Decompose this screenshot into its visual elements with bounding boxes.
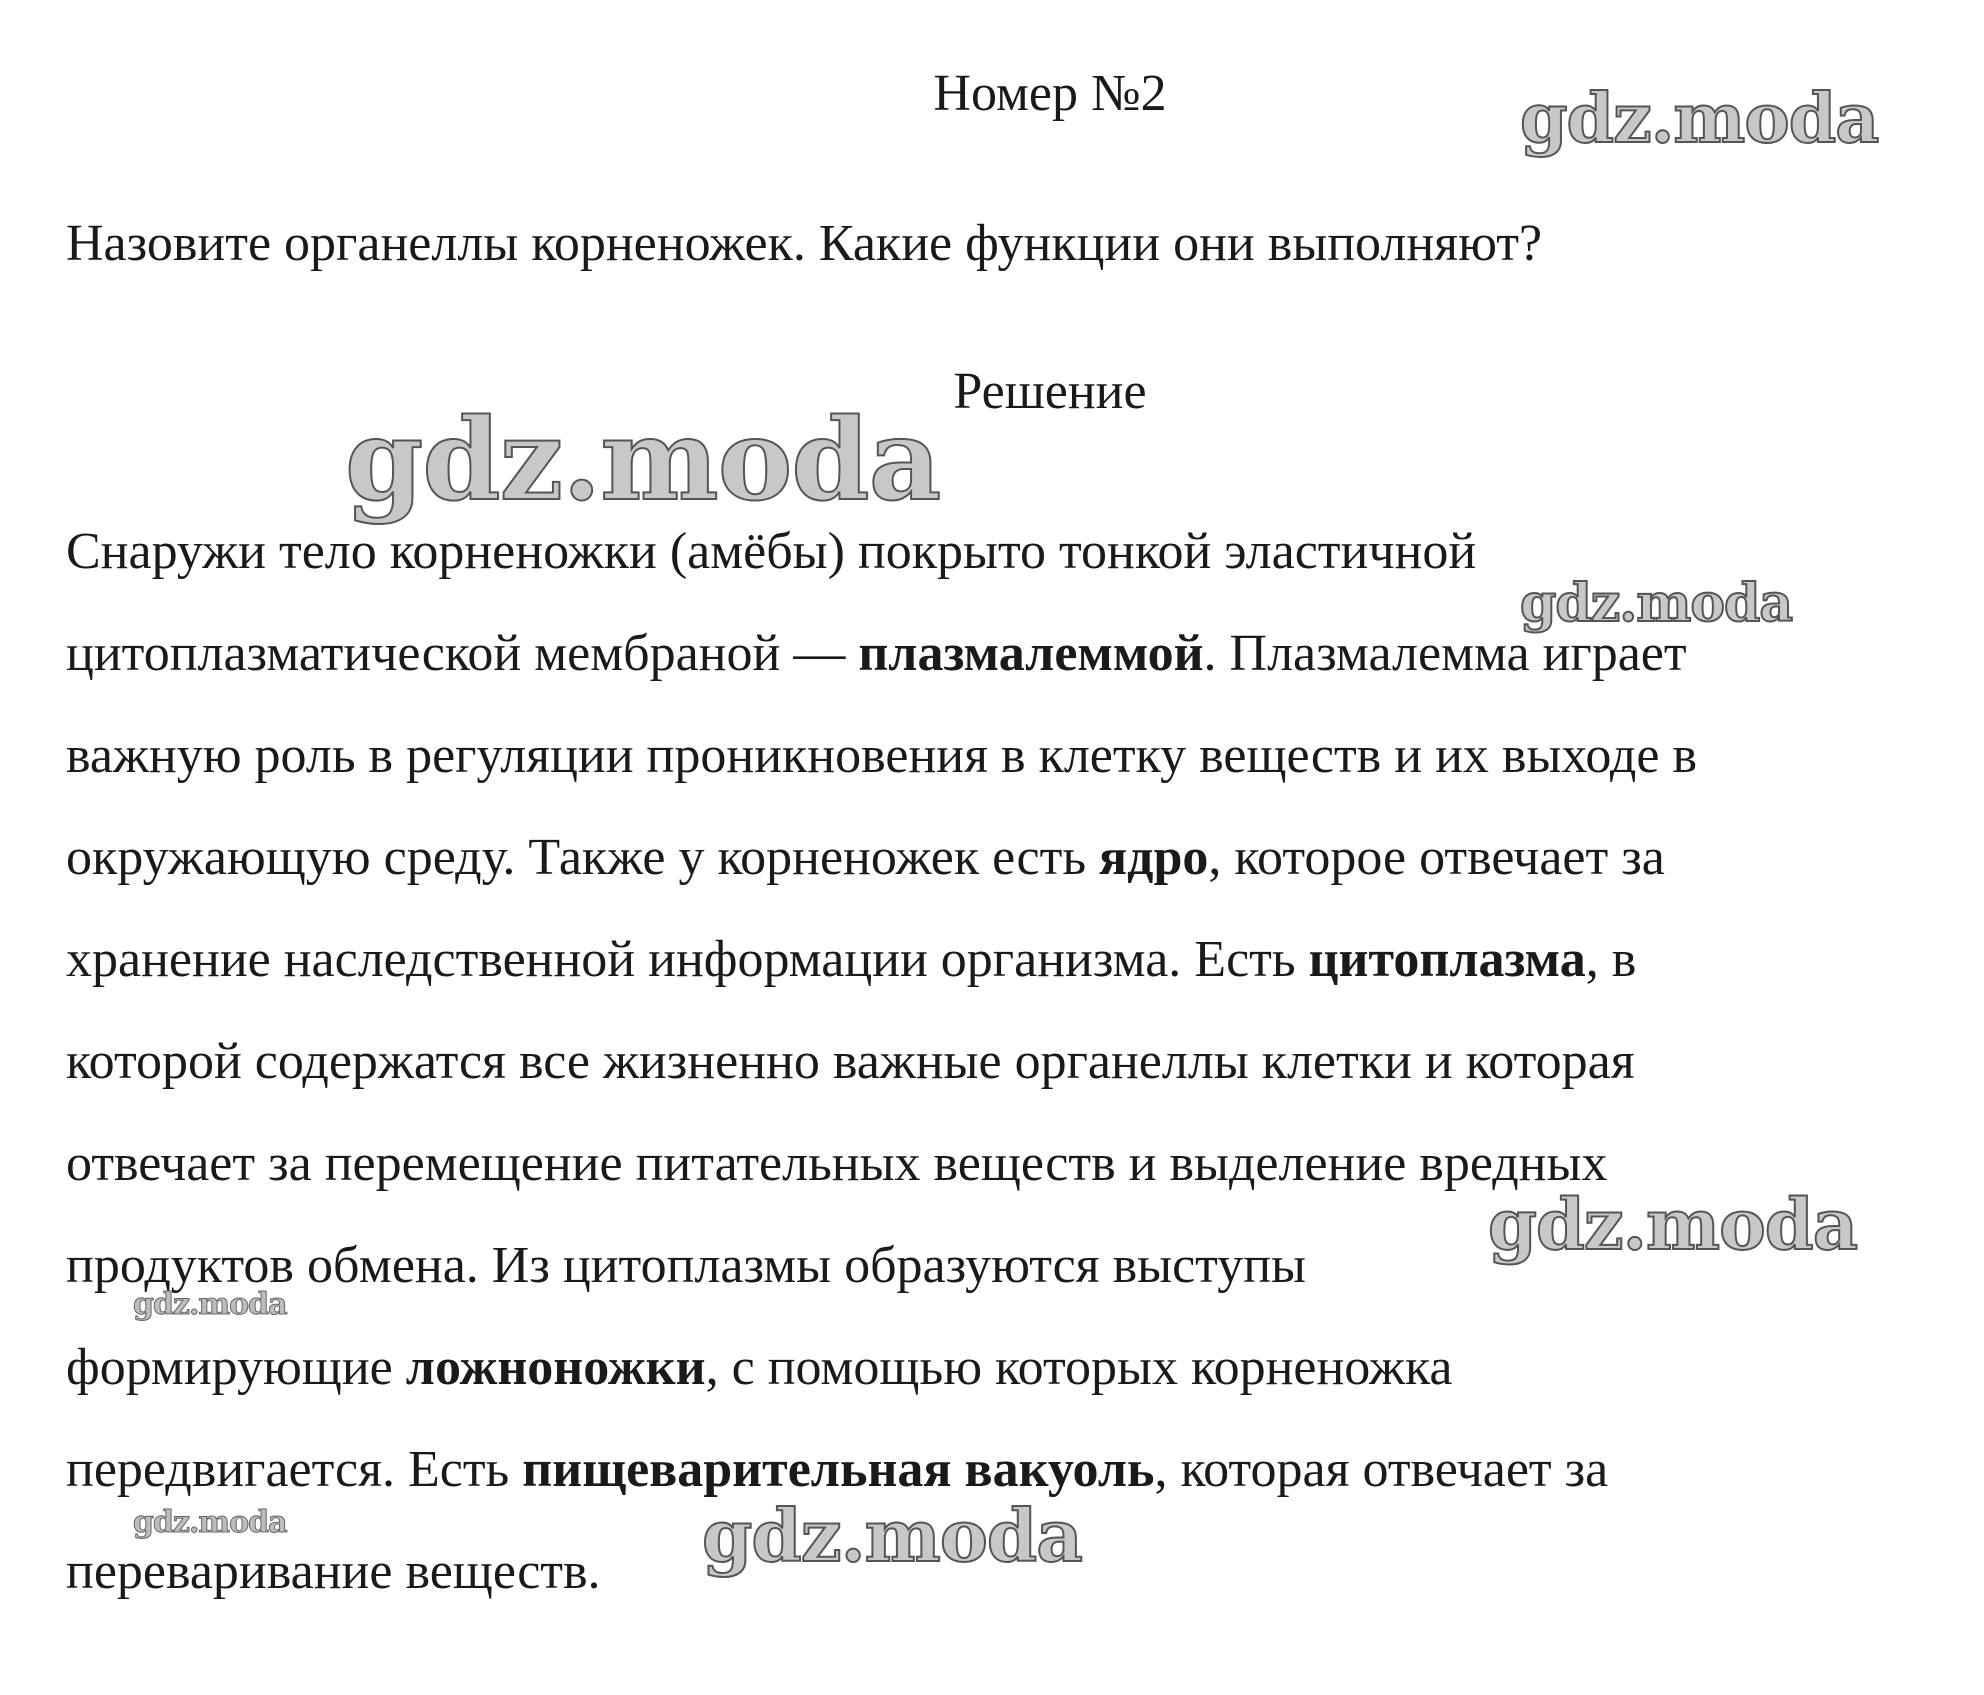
line-text: Снаружи тело корненожки (амёбы) покрыто тонкой эластичной (66, 523, 1477, 580)
line-text: , в (1585, 931, 1637, 988)
solution-line (66, 722, 1697, 790)
solution-line (66, 1130, 1607, 1198)
bold-term: цитоплазма (1308, 931, 1586, 988)
bold-term: плазмалеммой (858, 625, 1204, 682)
line-text: . Плазмалемма играет (1203, 625, 1687, 682)
watermark-small-left-1: gdz.moda (133, 1287, 287, 1322)
bold-term: пищеварительная вакуоль (522, 1441, 1155, 1498)
solution-line (66, 620, 1687, 688)
solution-line (66, 1334, 1453, 1402)
line-text: формирующие (66, 1339, 406, 1396)
watermark-small-left-2: gdz.moda (133, 1505, 287, 1540)
line-text: , которое отвечает за (1208, 829, 1665, 886)
solution-line (66, 1538, 601, 1606)
line-text: переваривание веществ. (66, 1543, 601, 1600)
watermark-top-right: gdz.moda (1520, 79, 1879, 159)
line-text: которой содержатся все жизненно важные органеллы клетки и которая (66, 1033, 1635, 1090)
solution-line (66, 518, 1476, 586)
watermark-large: gdz.moda (345, 395, 941, 526)
bold-term: ложноножки (405, 1339, 706, 1396)
line-text: окружающую среду. Также у корненожек есть (66, 829, 1100, 886)
solution-line (66, 1028, 1635, 1096)
solution-line (66, 926, 1636, 994)
line-text: важную роль в регуляции проникновения в клетку веществ и их выходе в (66, 727, 1697, 784)
line-text: , которая отвечает за (1154, 1441, 1609, 1498)
line-text: передвигается. Есть (66, 1441, 523, 1498)
line-text: хранение наследственной информации организма. Есть (66, 931, 1309, 988)
bold-term: ядро (1099, 829, 1209, 886)
watermark-bottom: gdz.moda (702, 1493, 1082, 1578)
solution-line (66, 824, 1665, 892)
line-text: продуктов обмена. Из цитоплазмы образуются выступы (66, 1237, 1306, 1294)
line-text: , с помощью которых корненожка (705, 1339, 1453, 1396)
page-title: Номер №2 (933, 65, 1167, 122)
watermark-middle-right: gdz.moda (1520, 573, 1793, 634)
watermark-lower-right: gdz.moda (1488, 1183, 1858, 1266)
question-text: Назовите органеллы корненожек. Какие функции они выполняют? (66, 215, 1543, 272)
solution-heading: Решение (953, 363, 1147, 420)
line-text: цитоплазматической мембраной — (66, 625, 859, 682)
line-text: отвечает за перемещение питательных веществ и выделение вредных (66, 1135, 1608, 1192)
